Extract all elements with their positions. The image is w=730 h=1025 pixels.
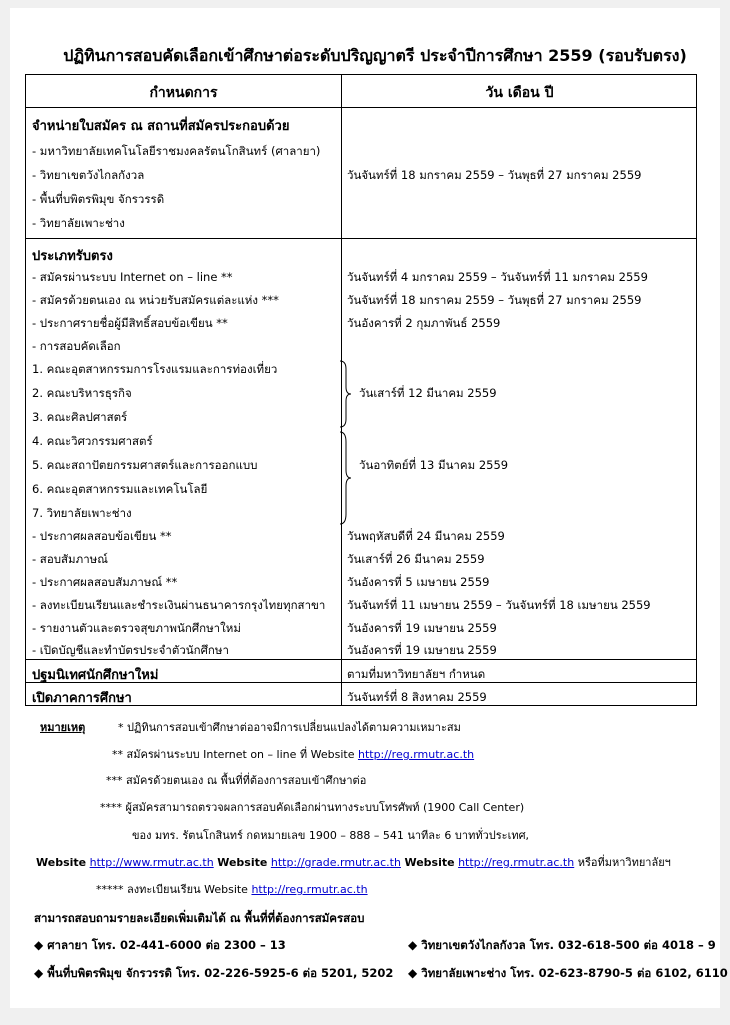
section-heading-direct-admission: ประเภทรับตรง	[32, 249, 113, 264]
note-2	[112, 745, 474, 763]
schedule-item: - สมัครด้วยตนเอง ณ หน่วยรับสมัครแต่ละแห่ง ***	[32, 293, 279, 307]
contact-item	[34, 965, 393, 983]
exam-date-group-1: วันเสาร์ที่ 12 มีนาคม 2559	[359, 386, 497, 400]
date-cell: วันจันทร์ที่ 4 มกราคม 2559 – วันจันทร์ที่ 11 มกราคม 2559	[347, 270, 648, 284]
contact-salaya: ศาลายา โทร. 02-441-6000 ต่อ 2300 – 13	[47, 938, 286, 952]
contact-item	[408, 965, 728, 983]
website-label: Website	[404, 856, 455, 869]
diamond-bullet-icon: ◆	[408, 938, 418, 952]
contact-item	[408, 937, 716, 955]
date-cell: วันอังคารที่ 19 เมษายน 2559	[347, 643, 497, 657]
schedule-item: - สมัครผ่านระบบ Internet on – line **	[32, 270, 233, 284]
note-4a: **** ผู้สมัครสามารถตรวจผลการสอบคัดเลือกผ่านทางระบบโทรศัพท์ (1900 Call Center)	[100, 801, 525, 814]
diamond-bullet-icon: ◆	[34, 938, 44, 952]
diamond-bullet-icon: ◆	[34, 966, 44, 980]
list-item: - วิทยาเขตวังไกลกังวล	[32, 168, 145, 182]
row-divider	[26, 238, 696, 239]
date-cell: วันจันทร์ที่ 18 มกราคม 2559 – วันพุธที่ 27 มกราคม 2559	[347, 293, 642, 307]
reg-link[interactable]: http://reg.rmutr.ac.th	[458, 856, 575, 869]
date-cell: วันเสาร์ที่ 26 มีนาคม 2559	[347, 552, 485, 566]
schedule-item: - ประกาศรายชื่อผู้มีสิทธิ์สอบข้อเขียน **	[32, 316, 228, 330]
brace-group-1	[337, 359, 353, 429]
note-3: *** สมัครด้วยตนเอง ณ พื้นที่ที่ต้องการสอบเข้าศึกษาต่อ	[106, 774, 367, 787]
note-4b: ของ มทร. รัตนโกสินทร์ กดหมายเลข 1900 – 888 – 541 นาทีละ 6 บาททั่วประเทศ,	[132, 829, 530, 842]
contact-item	[34, 937, 286, 955]
note-5	[96, 880, 368, 898]
faculty-item: 4. คณะวิศวกรรมศาสตร์	[32, 434, 153, 448]
main-site-link[interactable]: http://www.rmutr.ac.th	[89, 856, 214, 869]
header-schedule: กำหนดการ	[149, 85, 218, 101]
page-title: ปฏิทินการสอบคัดเลือกเข้าศึกษาต่อระดับปริญญาตรี ประจำปีการศึกษา 2559 (รอบรับตรง)	[63, 46, 687, 65]
document-page	[10, 8, 728, 1008]
faculty-item: 3. คณะศิลปศาสตร์	[32, 410, 128, 424]
website-suffix: หรือที่มหาวิทยาลัยฯ	[577, 856, 671, 869]
grade-link[interactable]: http://grade.rmutr.ac.th	[270, 856, 401, 869]
list-item: - วิทยาลัยเพาะช่าง	[32, 216, 125, 230]
schedule-item: - ลงทะเบียนเรียนและชำระเงินผ่านธนาคารกรุงไทยทุกสาขา	[32, 598, 326, 612]
semester-label: เปิดภาคการศึกษา	[32, 691, 132, 706]
section-heading-application-sale: จำหน่ายใบสมัคร ณ สถานที่สมัครประกอบด้วย	[32, 119, 290, 134]
faculty-item: 1. คณะอุตสาหกรรมการโรงแรมและการท่องเที่ยว	[32, 362, 278, 376]
schedule-item: - ประกาศผลสอบข้อเขียน **	[32, 529, 172, 543]
list-item: - มหาวิทยาลัยเทคโนโลยีราชมงคลรัตนโกสินทร์ (ศาลายา)	[32, 144, 321, 158]
date-cell: วันจันทร์ที่ 8 สิงหาคม 2559	[347, 690, 487, 704]
date-cell: วันอังคารที่ 19 เมษายน 2559	[347, 621, 497, 635]
exam-date-group-2: วันอาทิตย์ที่ 13 มีนาคม 2559	[359, 458, 509, 472]
brace-group-2	[337, 430, 353, 526]
schedule-table	[25, 74, 697, 706]
contact-pohchang: วิทยาลัยเพาะช่าง โทร. 02-623-8790-5 ต่อ 6102, 6110	[421, 966, 728, 980]
date-cell: ตามที่มหาวิทยาลัยฯ กำหนด	[347, 667, 486, 681]
faculty-item: 7. วิทยาลัยเพาะช่าง	[32, 506, 132, 520]
header-date: วัน เดือน ปี	[485, 85, 554, 101]
date-cell: วันพฤหัสบดีที่ 24 มีนาคม 2559	[347, 529, 505, 543]
note-5-text: ***** ลงทะเบียนเรียน Website	[96, 883, 252, 896]
date-cell: วันอังคารที่ 5 เมษายน 2559	[347, 575, 490, 589]
contact-bophit-phimuk: พื้นที่บพิตรพิมุข จักรวรรดิ โทร. 02-226-5925-6 ต่อ 5201, 5202	[47, 966, 394, 980]
schedule-item: - ประกาศผลสอบสัมภาษณ์ **	[32, 575, 178, 589]
orientation-label: ปฐมนิเทศนักศึกษาใหม่	[32, 668, 159, 683]
reg-link[interactable]: http://reg.rmutr.ac.th	[357, 748, 475, 761]
reg-link[interactable]: http://reg.rmutr.ac.th	[251, 883, 368, 896]
schedule-item: - การสอบคัดเลือก	[32, 339, 121, 353]
websites-line	[36, 853, 671, 871]
faculty-item: 5. คณะสถาปัตยกรรมศาสตร์และการออกแบบ	[32, 458, 258, 472]
date-cell: วันจันทร์ที่ 18 มกราคม 2559 – วันพุธที่ 27 มกราคม 2559	[347, 168, 642, 182]
list-item: - พื้นที่บพิตรพิมุข จักรวรรดิ	[32, 192, 165, 206]
date-cell: วันอังคารที่ 2 กุมภาพันธ์ 2559	[347, 316, 501, 330]
schedule-item: - สอบสัมภาษณ์	[32, 552, 108, 566]
note-2-text: ** สมัครผ่านระบบ Internet on – line ที่ Website	[112, 748, 358, 761]
website-label: Website	[36, 856, 87, 869]
notes-label: หมายเหตุ	[40, 721, 86, 734]
schedule-item: - เปิดบัญชีและทำบัตรประจำตัวนักศึกษา	[32, 643, 229, 657]
faculty-item: 2. คณะบริหารธุรกิจ	[32, 386, 132, 400]
contact-wangklaikangwon: วิทยาเขตวังไกลกังวล โทร. 032-618-500 ต่อ 4018 – 9	[421, 938, 716, 952]
schedule-item: - รายงานตัวและตรวจสุขภาพนักศึกษาใหม่	[32, 621, 241, 635]
contact-heading: สามารถสอบถามรายละเอียดเพิ่มเติมได้ ณ พื้นที่ที่ต้องการสมัครสอบ	[34, 911, 365, 925]
date-cell: วันจันทร์ที่ 11 เมษายน 2559 – วันจันทร์ที่ 18 เมษายน 2559	[347, 598, 651, 612]
website-label: Website	[217, 856, 268, 869]
note-1: * ปฏิทินการสอบเข้าศึกษาต่ออาจมีการเปลี่ยนแปลงได้ตามความเหมาะสม	[118, 721, 461, 734]
faculty-item: 6. คณะอุตสาหกรรมและเทคโนโลยี	[32, 482, 208, 496]
diamond-bullet-icon: ◆	[408, 966, 418, 980]
row-divider	[26, 107, 696, 108]
